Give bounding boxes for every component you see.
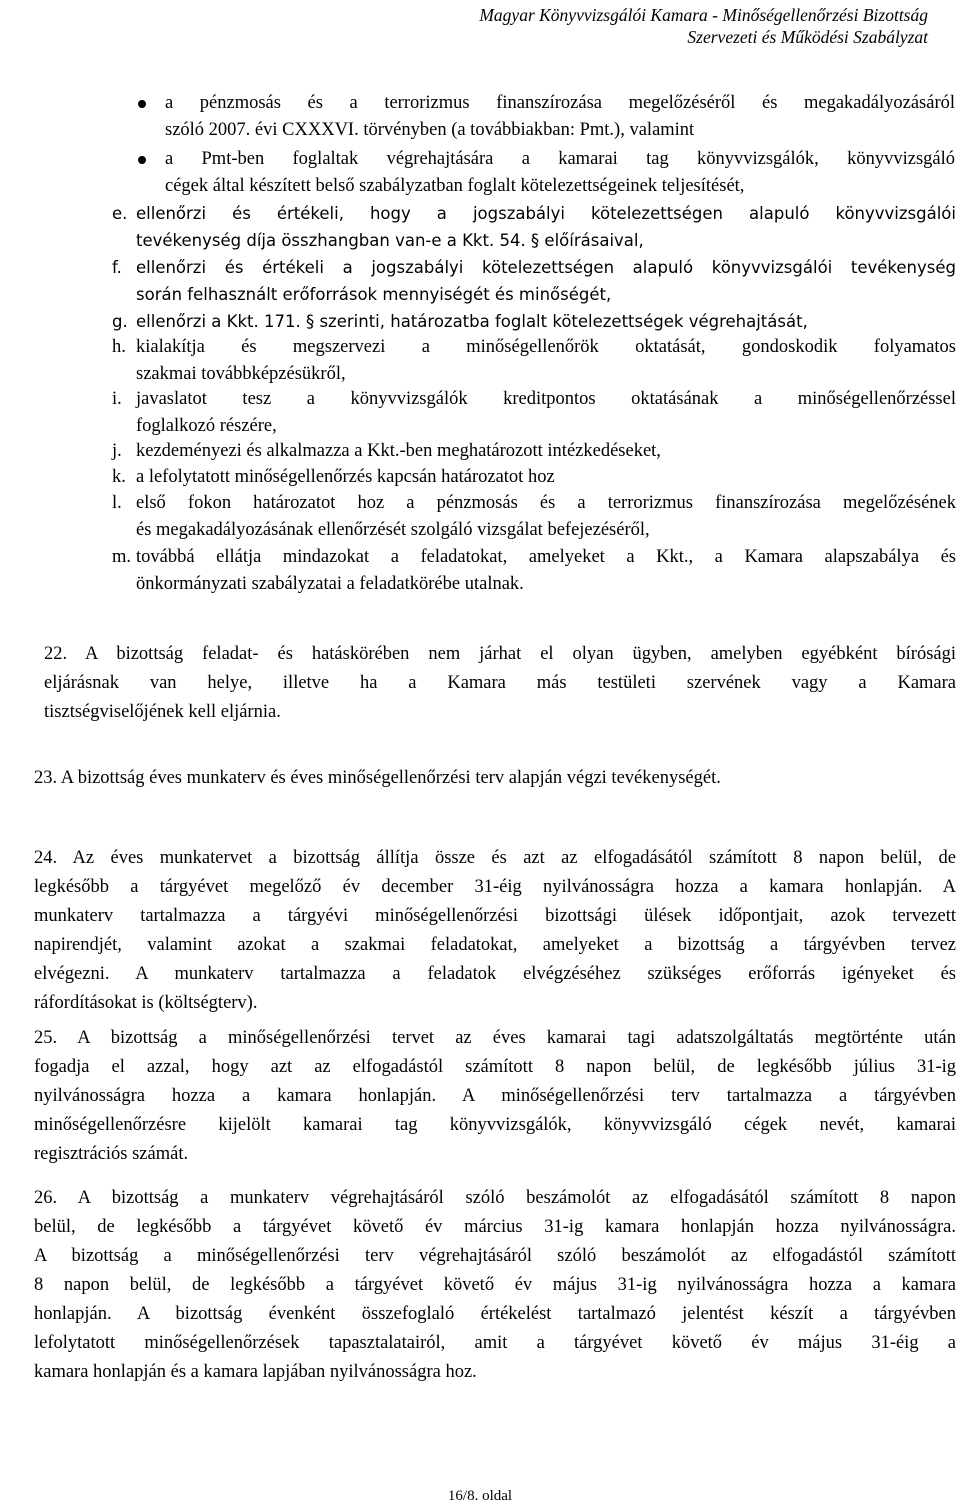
paragraph-line: tisztségviselőjének kell eljárnia.	[44, 702, 281, 722]
header-title: Magyar Könyvvizsgálói Kamara - Minőségellenőrzési Bizottság	[479, 5, 928, 25]
paragraph-23	[34, 764, 956, 793]
paragraph-line: minőségellenőrzésre kijelölt kamarai tag könyvvizsgálók, könyvvizsgáló cégek nevét, kamarai	[34, 1115, 956, 1135]
paragraph-line: fogadja el azzal, hogy azt az elfogadástól számított 8 napon belül, de legkésőbb július 31-ig	[34, 1057, 956, 1077]
paragraph-line: lefolytatott minőségellenőrzések tapasztalatairól, amit a tárgyévet követő év május 31-éig a	[34, 1333, 956, 1353]
list-marker: m.	[112, 547, 132, 567]
bullet-line: a pénzmosás és a terrorizmus finanszírozása megelőzéséről és megakadályozásáról	[165, 93, 955, 113]
list-line: tevékenység díja összhangban van-e a Kkt. 54. § előírásaival,	[136, 231, 644, 250]
list-marker: l.	[112, 493, 122, 513]
list-marker: k.	[112, 467, 126, 487]
list-line: továbbá ellátja mindazokat a feladatokat, amelyeket a Kkt., a Kamara alapszabálya és	[136, 547, 956, 567]
paragraph-line: napirendjét, valamint azokat a szakmai feladatokat, amelyeket a bizottság a tárgyévben tervez	[34, 935, 956, 955]
paragraph-line: 25. A bizottság a minőségellenőrzési tervet az éves kamarai tagi adatszolgáltatás megtörténte után	[34, 1028, 956, 1048]
paragraph-line: eljárásnak van helye, illetve ha a Kamara más testületi szervének vagy a Kamara	[44, 673, 956, 693]
paragraph-line: A bizottság a minőségellenőrzési terv végrehajtásáról szóló beszámolót az elfogadástól számított	[34, 1246, 956, 1266]
bullet-line: cégek által készített belső szabályzatban foglalt kötelezettségeinek teljesítését,	[165, 176, 745, 196]
list-line: kialakítja és megszervezi a minőségellenőrök oktatását, gondoskodik folyamatos	[136, 337, 956, 357]
bullet-icon	[138, 100, 146, 108]
list-line: ellenőrzi és értékeli, hogy a jogszabályi kötelezettségen alapuló könyvvizsgálói	[136, 204, 956, 223]
paragraph-line: ráfordításokat is (költségterv).	[34, 993, 258, 1013]
paragraph-line: 24. Az éves munkatervet a bizottság állítja össze és azt az elfogadásától számított 8 napon belül, de	[34, 848, 956, 868]
paragraph-line: nyilvánosságra hozza a kamara honlapján. A minőségellenőrzési terv tartalmazza a tárgyévben	[34, 1086, 956, 1106]
paragraph-line: elvégezni. A munkaterv tartalmazza a feladatok elvégzéséhez szükséges erőforrás igényeket és	[34, 964, 956, 984]
list-marker: i.	[112, 389, 122, 409]
list-line: szakmai továbbképzésükről,	[136, 364, 346, 384]
paragraph-25	[34, 1024, 956, 1169]
bullet-icon	[138, 156, 146, 164]
bullet-item	[165, 90, 955, 144]
page-header	[479, 4, 928, 48]
paragraph-line: 22. A bizottság feladat- és hatáskörében nem járhat el olyan ügyben, amelyben egyébként bírósági	[44, 644, 956, 664]
paragraph-line: 26. A bizottság a munkaterv végrehajtásáról szóló beszámolót az elfogadásától számított 8 napon	[34, 1188, 956, 1208]
list-marker: f.	[112, 258, 122, 277]
list-line: első fokon határozatot hoz a pénzmosás és a terrorizmus finanszírozása megelőzésének	[136, 493, 956, 513]
list-line: kezdeményezi és alkalmazza a Kkt.-ben meghatározott intézkedéseket,	[136, 441, 661, 461]
list-line: és megakadályozásának ellenőrzését szolgáló vizsgálat befejezéséről,	[136, 520, 650, 540]
paragraph-line: belül, de legkésőbb a tárgyévet követő év március 31-ig kamara honlapján hozza nyilvánosságra.	[34, 1217, 956, 1237]
list-line: során felhasznált erőforrások mennyiségét és minőségét,	[136, 285, 612, 304]
paragraph-26	[34, 1184, 956, 1387]
paragraph-line: legkésőbb a tárgyévet megelőző év december 31-éig nyilvánosságra hozza a kamara honlapján. A	[34, 877, 956, 897]
paragraph-22	[44, 640, 956, 727]
paragraph-line: munkaterv tartalmazza a tárgyévi minőségellenőrzési bizottsági ülések időpontjait, azok tervezett	[34, 906, 956, 926]
header-subtitle: Szervezeti és Működési Szabályzat	[687, 27, 928, 47]
list-marker: h.	[112, 337, 126, 357]
list-line: ellenőrzi és értékeli a jogszabályi kötelezettségen alapuló könyvvizsgálói tevékenység	[136, 258, 956, 277]
list-marker: j.	[112, 441, 122, 461]
list-line: ellenőrzi a Kkt. 171. § szerinti, határozatba foglalt kötelezettségek végrehajtását,	[136, 312, 808, 331]
list-marker: e.	[112, 204, 128, 223]
paragraph-line: honlapján. A bizottság évenként összefoglaló értékelést tartalmazó jelentést készít a tárgyévben	[34, 1304, 956, 1324]
bullet-item	[165, 146, 955, 200]
list-line: a lefolytatott minőségellenőrzés kapcsán határozatot hoz	[136, 467, 555, 487]
list-line: foglalkozó részére,	[136, 416, 277, 436]
paragraph-line: 8 napon belül, de legkésőbb a tárgyévet követő év május 31-ig nyilvánosságra hozza a kamara	[34, 1275, 956, 1295]
paragraph-line: kamara honlapján és a kamara lapjában nyilvánosságra hoz.	[34, 1362, 477, 1382]
list-line: javaslatot tesz a könyvvizsgálók kreditpontos oktatásának a minőségellenőrzéssel	[136, 389, 956, 409]
bullet-line: szóló 2007. évi CXXXVI. törvényben (a továbbiakban: Pmt.), valamint	[165, 120, 695, 140]
list-line: önkormányzati szabályzatai a feladatkörébe utalnak.	[136, 574, 524, 594]
paragraph-line: regisztrációs számát.	[34, 1144, 189, 1164]
bullet-line: a Pmt-ben foglaltak végrehajtására a kamarai tag könyvvizsgálók, könyvvizsgáló	[165, 149, 955, 169]
page-number: 16/8. oldal	[447, 1488, 513, 1504]
paragraph-24	[34, 844, 956, 1018]
list-marker: g.	[112, 312, 128, 331]
paragraph-line: 23. A bizottság éves munkaterv és éves minőségellenőrzési terv alapján végzi tevékenységét.	[34, 768, 721, 788]
